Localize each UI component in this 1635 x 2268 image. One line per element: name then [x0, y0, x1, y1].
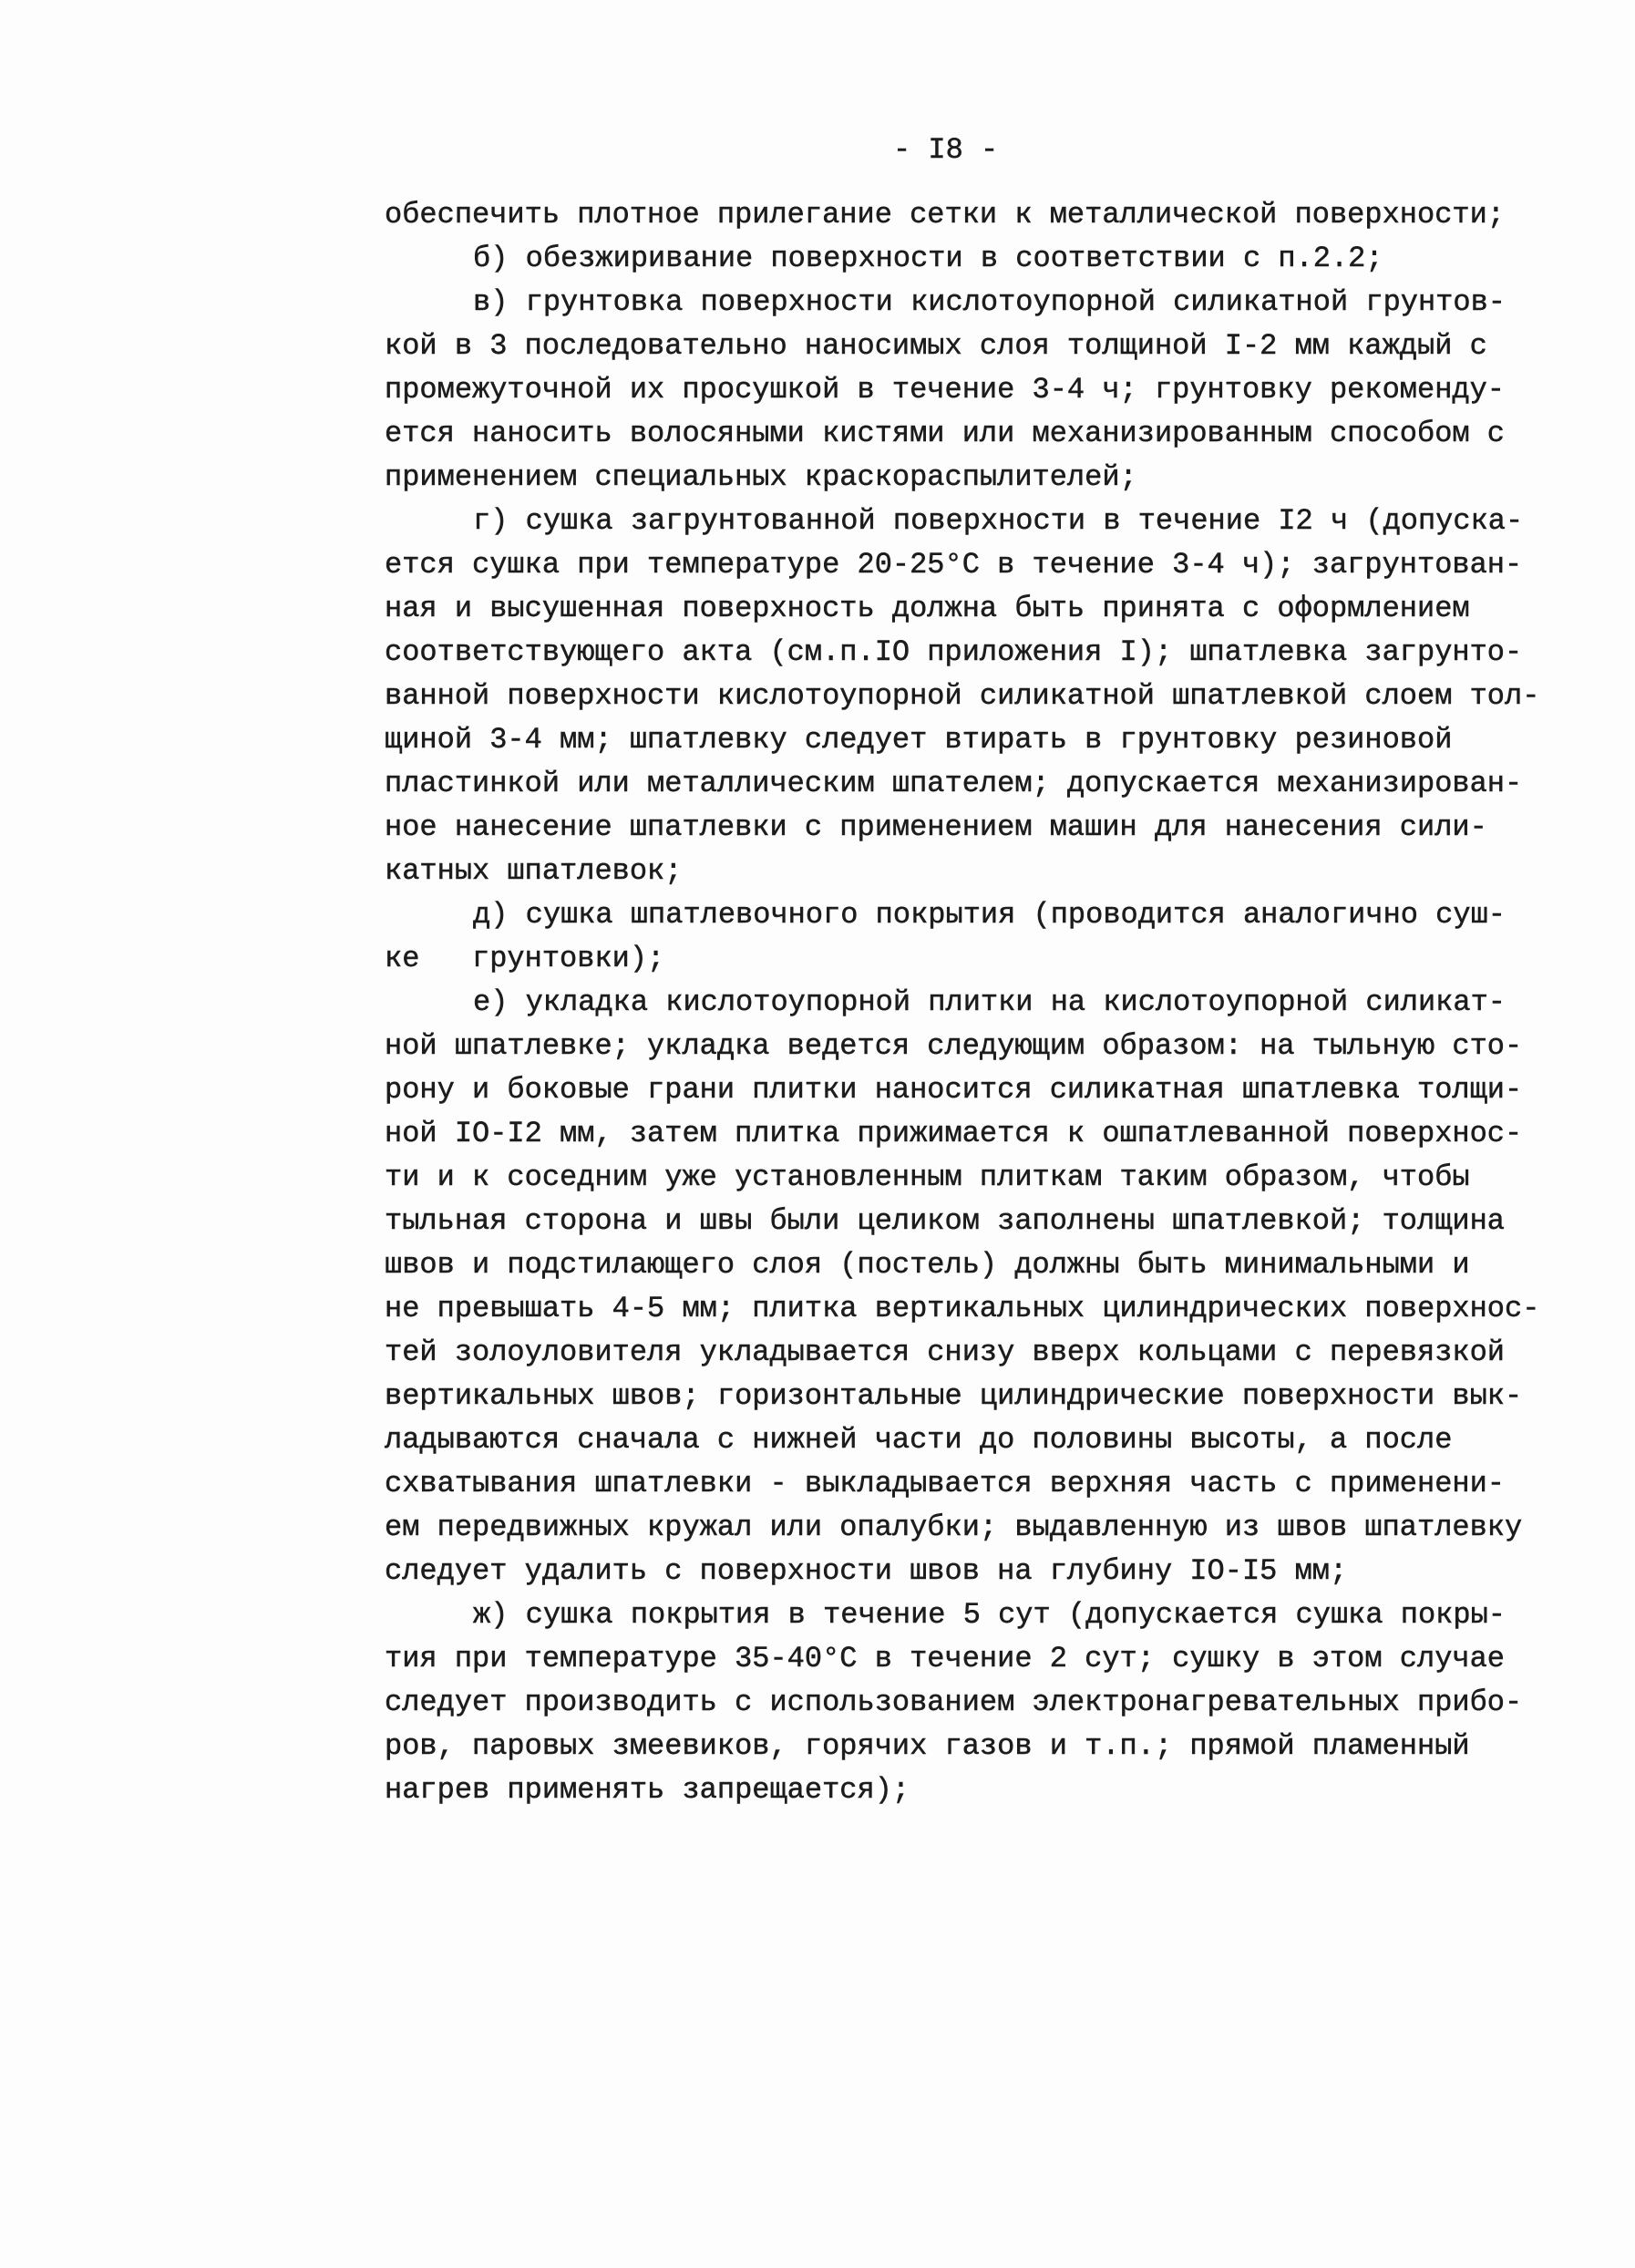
text-line: щиной 3-4 мм; шпатлевку следует втирать в грунтовку резиновой	[385, 723, 1453, 757]
text-line: схватывания шпатлевки - выкладывается верхняя часть с применени-	[385, 1467, 1505, 1500]
text-line: применением специальных краскораспылителей;	[385, 460, 1137, 494]
text-line: обеспечить плотное прилегание сетки к металлической поверхности;	[385, 198, 1505, 232]
text-line: в) грунтовка поверхности кислотоупорной силикатной грунтов-	[473, 285, 1506, 319]
text-line: следует удалить с поверхности швов на глубину IO-I5 мм;	[385, 1554, 1348, 1588]
text-line: ное нанесение шпатлевки с применением машин для нанесения сили-	[385, 810, 1487, 844]
text-line: не превышать 4-5 мм; плитка вертикальных цилиндрических поверхнос-	[385, 1292, 1540, 1325]
text-line: ется наносить волосяными кистями или механизированным способом с	[385, 417, 1505, 450]
text-line: ной IO-I2 мм, затем плитка прижимается к ошпатлеванной поверхнос-	[385, 1117, 1523, 1150]
text-line: ем передвижных кружал или опалубки; выдавленную из швов шпатлевку	[385, 1510, 1523, 1544]
text-line: г) сушка загрунтованной поверхности в течение I2 ч (допуска-	[473, 504, 1524, 538]
text-line: д) сушка шпатлевочного покрытия (проводится аналогично суш-	[473, 898, 1506, 932]
body-text	[385, 193, 1606, 1812]
text-line: тия при температуре 35-40°С в течение 2 сут; сушку в этом случае	[385, 1642, 1505, 1675]
text-line: вертикальных швов; горизонтальные цилиндрические поверхности вык-	[385, 1379, 1523, 1413]
text-line: кой в 3 последовательно наносимых слоя толщиной I-2 мм каждый с	[385, 329, 1487, 363]
text-line: ладываются сначала с нижней части до половины высоты, а после	[385, 1423, 1453, 1457]
text-line: соответствующего акта (см.п.IO приложения I); шпатлевка загрунто-	[385, 635, 1523, 669]
list-item-zh	[385, 1593, 1606, 1812]
text-line: пластинкой или металлическим шпателем; допускается механизирован-	[385, 767, 1523, 800]
page-number: - I8 -	[893, 133, 999, 167]
text-line: ется сушка при температуре 20-25°С в течение 3-4 ч); загрунтован-	[385, 548, 1523, 582]
text-line: промежуточной их просушкой в течение 3-4 ч; грунтовку рекоменду-	[385, 373, 1505, 407]
text-line: следует производить с использованием электронагревательных прибо-	[385, 1686, 1523, 1719]
text-line: нагрев применять запрещается);	[385, 1773, 910, 1807]
text-line: ная и высушенная поверхность должна быть принята с оформлением	[385, 592, 1470, 625]
paragraph-continuation	[385, 193, 1606, 237]
list-item-b	[385, 237, 1606, 281]
text-line: е) укладка кислотоупорной плитки на кислотоупорной силикат-	[473, 985, 1506, 1019]
list-item-d	[385, 893, 1606, 981]
text-line: рону и боковые грани плитки наносится силикатная шпатлевка толщи-	[385, 1073, 1523, 1107]
text-line: ке грунтовки);	[385, 942, 665, 975]
text-line: ванной поверхности кислотоупорной силикатной шпатлевкой слоем тол-	[385, 679, 1540, 713]
text-line: швов и подстилающего слоя (постель) должны быть минимальными и	[385, 1248, 1470, 1282]
text-line: ной шпатлевке; укладка ведется следующим образом: на тыльную сто-	[385, 1029, 1523, 1063]
text-line: катных шпатлевок;	[385, 854, 683, 888]
text-line: ти и к соседним уже установленным плиткам таким образом, чтобы	[385, 1160, 1470, 1194]
text-line: б) обезжиривание поверхности в соответствии с п.2.2;	[473, 242, 1383, 275]
text-line: ров, паровых змеевиков, горячих газов и т.п.; прямой пламенный	[385, 1729, 1470, 1763]
list-item-v	[385, 281, 1606, 500]
text-line: тыльная сторона и швы были целиком заполнены шпатлевкой; толщина	[385, 1204, 1505, 1238]
text-line: ж) сушка покрытия в течение 5 сут (допускается сушка покры-	[473, 1598, 1506, 1632]
text-line: тей золоуловителя укладывается снизу вверх кольцами с перевязкой	[385, 1335, 1505, 1369]
list-item-e	[385, 981, 1606, 1593]
list-item-g	[385, 500, 1606, 893]
